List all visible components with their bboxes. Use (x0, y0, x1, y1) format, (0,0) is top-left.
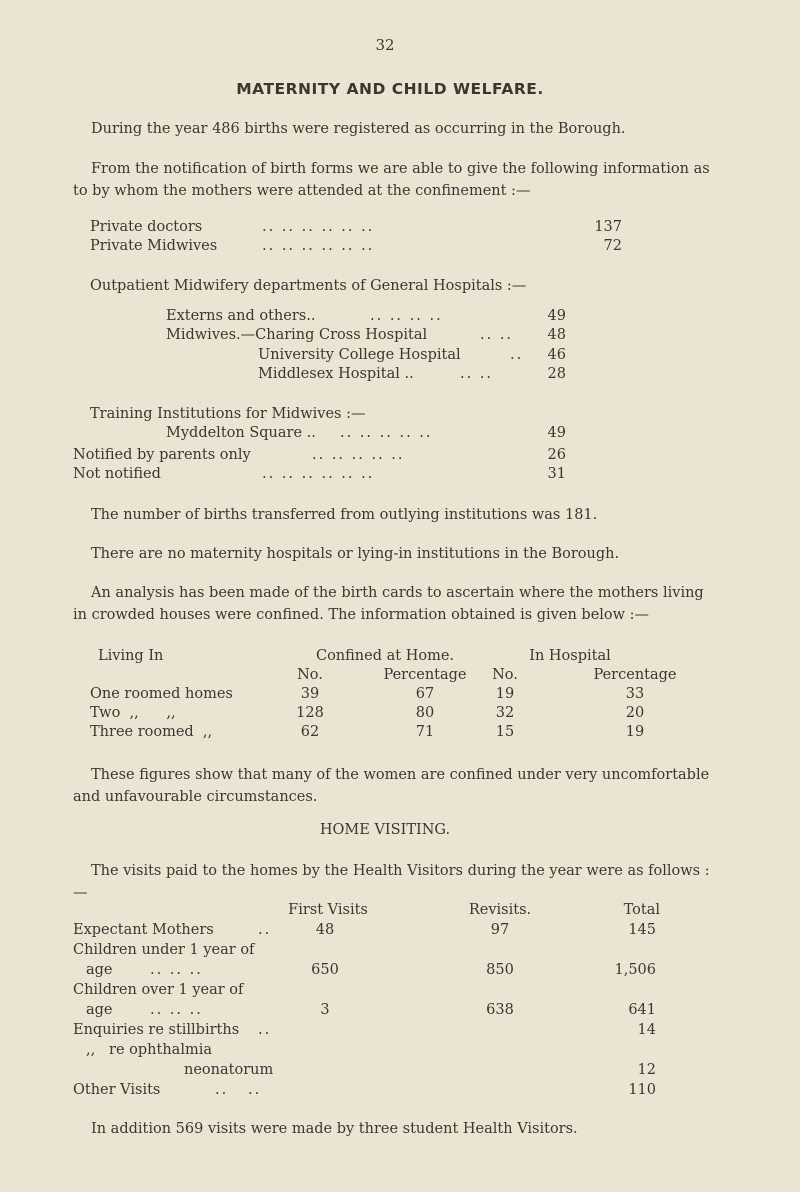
attendance-label: Private doctors (90, 219, 203, 235)
column-header-first-visits: First Visits (288, 902, 368, 918)
outpatient-label: Midwives.—Charing Cross Hospital (166, 327, 428, 343)
hospital-percentage: 20 (625, 705, 645, 721)
notified-label: Notified by parents only (73, 447, 251, 463)
hospital-percentage: 19 (625, 724, 645, 740)
outpatient-label: University College Hospital (258, 347, 461, 363)
outpatient-value: 48 (547, 327, 566, 343)
page-number: 32 (375, 36, 395, 54)
training-heading: Training Institutions for Midwives :— (90, 406, 366, 422)
row-label-continued: age (86, 1002, 113, 1018)
leader-dots: .. (258, 1022, 272, 1038)
leader-dots: .. .. .. .. .. .. (262, 466, 375, 482)
training-label: Myddelton Square .. (166, 425, 316, 441)
student-visits-paragraph: In addition 569 visits were made by three student Health Visitors. (91, 1121, 578, 1137)
subheader-percentage: Percentage (593, 667, 677, 683)
subheader-no: No. (492, 667, 518, 683)
row-label: Two ,, ,, (90, 705, 176, 721)
row-label: Three roomed ,, (90, 724, 213, 740)
row-label: Enquiries re stillbirths (73, 1022, 240, 1038)
analysis-paragraph: An analysis has been made of the birth cards to ascertain where the mothers living in crowded houses were confined. The information obtained is given below :— (73, 585, 704, 623)
row-label: One roomed homes (90, 686, 233, 702)
home-percentage: 80 (415, 705, 435, 721)
leader-dots: .. .. .. .. .. (312, 447, 405, 463)
outpatient-heading: Outpatient Midwifery departments of General Hospitals :— (90, 278, 527, 294)
total-value: 641 (628, 1002, 656, 1018)
home-visiting-heading: HOME VISITING. (319, 822, 451, 838)
training-value: 49 (547, 425, 566, 441)
row-label-continued: neonatorum (184, 1062, 274, 1078)
notified-value: 31 (547, 466, 566, 482)
home-number: 39 (300, 686, 320, 702)
outpatient-value: 28 (547, 366, 566, 382)
total-value: 14 (637, 1022, 656, 1038)
first-visits-value: 650 (311, 962, 339, 978)
row-label-continued: age (86, 962, 113, 978)
home-number: 62 (300, 724, 320, 740)
column-header-in-hospital: In Hospital (529, 648, 611, 664)
row-label: Children over 1 year of (73, 982, 244, 998)
column-header-living-in: Living In (98, 648, 164, 664)
notified-label: Not notified (73, 466, 161, 482)
figures-show-paragraph: These figures show that many of the women are confined under very uncomfortable and unfavourable circumstances. (73, 767, 710, 805)
column-header-total: Total (623, 902, 660, 918)
home-percentage: 71 (415, 724, 435, 740)
total-value: 110 (628, 1082, 656, 1098)
subheader-percentage: Percentage (383, 667, 467, 683)
leader-dots: .. (510, 347, 524, 363)
total-value: 145 (628, 922, 656, 938)
hospital-number: 32 (495, 705, 515, 721)
no-maternity-hospitals: There are no maternity hospitals or lying-in institutions in the Borough. (91, 546, 620, 562)
leader-dots: .. .. (480, 327, 514, 343)
hospital-number: 15 (495, 724, 515, 740)
leader-dots: .. .. .. (150, 962, 203, 978)
intro-births-registered: During the year 486 births were registered as occurring in the Borough. (91, 121, 626, 137)
outpatient-label: Middlesex Hospital .. (258, 366, 414, 382)
home-number: 128 (296, 705, 324, 721)
row-label: Expectant Mothers (73, 922, 214, 938)
total-value: 1,506 (614, 962, 656, 978)
total-value: 12 (637, 1062, 656, 1078)
hospital-percentage: 33 (625, 686, 645, 702)
leader-dots: .. .. (460, 366, 494, 382)
home-percentage: 67 (415, 686, 435, 702)
attendance-value: 72 (603, 238, 622, 254)
leader-dots: .. .. .. .. .. .. (262, 238, 375, 254)
leader-dots: .. (258, 922, 272, 938)
row-label: Other Visits (73, 1082, 161, 1098)
births-transferred: The number of births transferred from outlying institutions was 181. (91, 507, 598, 523)
outpatient-value: 46 (547, 347, 566, 363)
revisits-value: 97 (490, 922, 510, 938)
leader-dots: .. .. .. (150, 1002, 203, 1018)
leader-dots: .. .. .. .. (370, 308, 443, 324)
revisits-value: 850 (486, 962, 514, 978)
row-label: Children under 1 year of (73, 942, 255, 958)
intro-notification: From the notification of birth forms we are able to give the following information as to by whom the mothers were attended at the confinement :— (73, 161, 710, 199)
notified-value: 26 (547, 447, 566, 463)
attendance-label: Private Midwives (90, 238, 218, 254)
page-heading: MATERNITY AND CHILD WELFARE. (236, 80, 544, 98)
first-visits-value: 48 (315, 922, 335, 938)
revisits-value: 638 (486, 1002, 514, 1018)
row-label: ,, re ophthalmia (86, 1042, 212, 1058)
leader-dots: .. .. .. .. .. .. (262, 219, 375, 235)
attendance-value: 137 (594, 219, 622, 235)
subheader-no: No. (297, 667, 323, 683)
leader-dots: .. .. (215, 1082, 262, 1098)
first-visits-value: 3 (320, 1002, 330, 1018)
leader-dots: .. .. .. .. .. (340, 425, 433, 441)
outpatient-value: 49 (547, 308, 566, 324)
visits-intro: The visits paid to the homes by the Health Visitors during the year were as follows :— (73, 863, 710, 901)
hospital-number: 19 (495, 686, 515, 702)
column-header-revisits: Revisits. (468, 902, 532, 918)
outpatient-label: Externs and others.. (166, 308, 316, 324)
column-header-confined-at-home: Confined at Home. (315, 648, 455, 664)
